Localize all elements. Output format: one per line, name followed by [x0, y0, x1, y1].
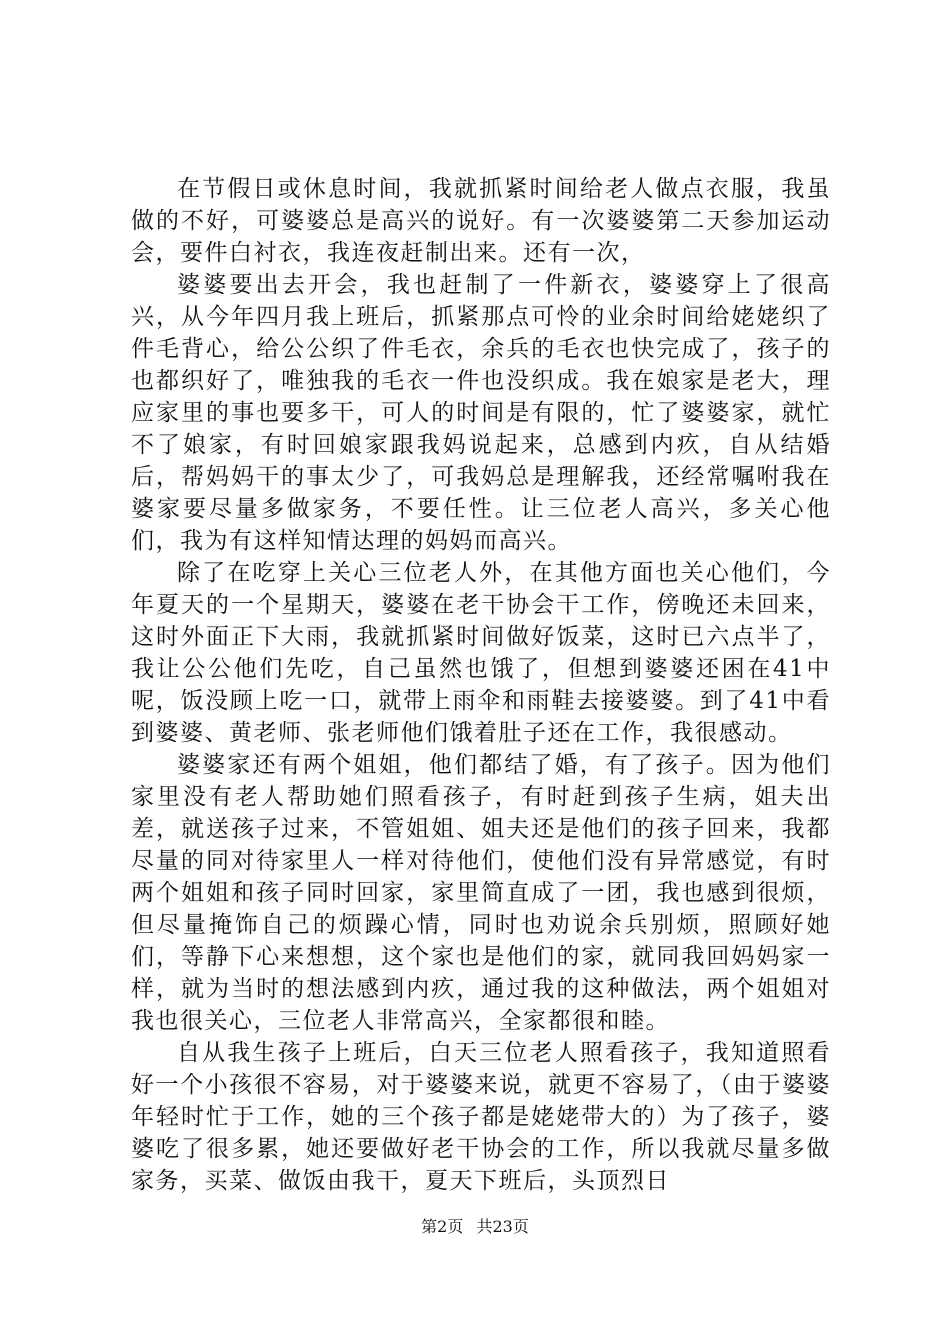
page-number-current: 第2页 — [421, 1217, 464, 1236]
paragraph-3: 除了在吃穿上关心三位老人外，在其他方面也关心他们，今年夏天的一个星期天，婆婆在老干协会干工作，傍晚还未回来，这时外面正下大雨，我就抓紧时间做好饭菜，这时已六点半了，我让公公他们先吃，自己虽然也饿了，但想到婆婆还困在41中呢，饭没顾上吃一口，就带上雨伞和雨鞋去接婆婆。到了41中看到婆婆、黄老师、张老师他们饿着肚子还在工作，我很感动。 — [131, 560, 831, 746]
paragraph-2: 婆婆要出去开会，我也赶制了一件新衣，婆婆穿上了很高兴，从今年四月我上班后，抓紧那点可怜的业余时间给姥姥织了件毛背心，给公公织了件毛衣，余兵的毛衣也快完成了，孩子的也都织好了，唯独我的毛衣一件也没织成。我在娘家是老大，理应家里的事也要多干，可人的时间是有限的，忙了婆婆家，就忙不了娘家，有时回娘家跟我妈说起来，总感到内疚，自从结婚后，帮妈妈干的事太少了，可我妈总是理解我，还经常嘱咐我在婆家要尽量多做家务，不要任性。让三位老人高兴，多关心他们，我为有这样知情达理的妈妈而高兴。 — [131, 272, 831, 554]
paragraph-5: 自从我生孩子上班后，白天三位老人照看孩子，我知道照看好一个小孩很不容易，对于婆婆来说，就更不容易了，（由于婆婆年轻时忙于工作，她的三个孩子都是姥姥带大的）为了孩子，婆婆吃了很多累，她还要做好老干协会的工作，所以我就尽量多做家务，买菜、做饭由我干，夏天下班后，头顶烈日 — [131, 1040, 831, 1194]
page-footer — [0, 1217, 950, 1237]
paragraph-1: 在节假日或休息时间，我就抓紧时间给老人做点衣服，我虽做的不好，可婆婆总是高兴的说好。有一次婆婆第二天参加运动会，要件白衬衣，我连夜赶制出来。还有一次， — [131, 176, 831, 266]
paragraph-4: 婆婆家还有两个姐姐，他们都结了婚，有了孩子。因为他们家里没有老人帮助她们照看孩子，有时赶到孩子生病，姐夫出差，就送孩子过来，不管姐姐、姐夫还是他们的孩子回来，我都尽量的同对待家里人一样对待他们，使他们没有异常感觉，有时两个姐姐和孩子同时回家，家里简直成了一团，我也感到很烦，但尽量掩饰自己的烦躁心情，同时也劝说余兵别烦，照顾好她们，等静下心来想想，这个家也是他们的家，就同我回妈妈家一样，就为当时的想法感到内疚，通过我的这种做法，两个姐姐对我也很关心，三位老人非常高兴，全家都很和睦。 — [131, 752, 831, 1034]
page-number-total: 共23页 — [476, 1217, 529, 1236]
body-text — [131, 173, 831, 1197]
